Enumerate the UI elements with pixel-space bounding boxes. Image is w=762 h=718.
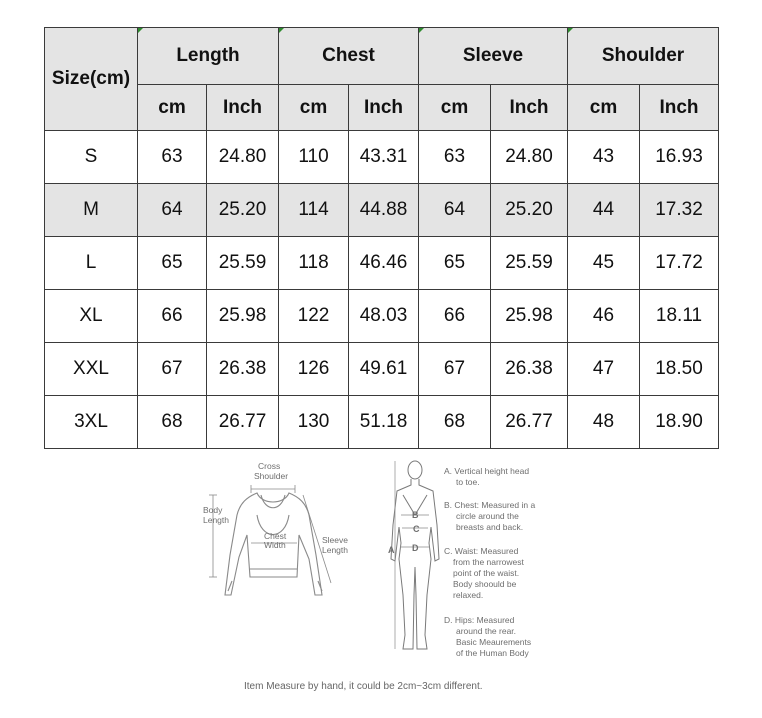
table-cell: 122 bbox=[279, 290, 349, 343]
unit-header: Inch bbox=[207, 85, 279, 131]
table-row bbox=[45, 290, 719, 343]
table-cell: 24.80 bbox=[491, 131, 568, 184]
instruction-d: Basic Meaurements bbox=[456, 637, 532, 647]
table-cell: 44 bbox=[568, 184, 640, 237]
table-row bbox=[45, 396, 719, 449]
table-cell: 66 bbox=[138, 290, 207, 343]
chest-group-header: Chest bbox=[279, 28, 419, 85]
table-cell: 63 bbox=[419, 131, 491, 184]
size-cell: XXL bbox=[45, 343, 138, 396]
table-cell: 47 bbox=[568, 343, 640, 396]
table-cell: 25.98 bbox=[491, 290, 568, 343]
table-cell: 65 bbox=[419, 237, 491, 290]
unit-header: Inch bbox=[640, 85, 719, 131]
table-cell: 48.03 bbox=[349, 290, 419, 343]
shoulder-group-header: Shoulder bbox=[568, 28, 719, 85]
table-cell: 67 bbox=[419, 343, 491, 396]
table-cell: 68 bbox=[419, 396, 491, 449]
instruction-d: of the Human Body bbox=[456, 648, 529, 658]
measurement-instructions bbox=[444, 466, 535, 658]
table-cell: 18.50 bbox=[640, 343, 719, 396]
human-figure-illustration bbox=[391, 461, 439, 649]
table-cell: 110 bbox=[279, 131, 349, 184]
unit-header: cm bbox=[138, 85, 207, 131]
point-d-label: D bbox=[412, 543, 419, 553]
length-group-header: Length bbox=[138, 28, 279, 85]
table-cell: 48 bbox=[568, 396, 640, 449]
table-cell: 25.20 bbox=[207, 184, 279, 237]
table-cell: 26.77 bbox=[491, 396, 568, 449]
table-cell: 25.59 bbox=[207, 237, 279, 290]
instruction-a: A. Vertical height head bbox=[444, 466, 530, 476]
point-b-label: B bbox=[412, 510, 419, 520]
instruction-b: breasts and back. bbox=[456, 522, 524, 532]
table-cell: 45 bbox=[568, 237, 640, 290]
cross-shoulder-label: Shoulder bbox=[254, 471, 289, 481]
table-row bbox=[45, 131, 719, 184]
instruction-c: relaxed. bbox=[453, 590, 484, 600]
table-cell: 25.20 bbox=[491, 184, 568, 237]
table-cell: 43 bbox=[568, 131, 640, 184]
table-cell: 63 bbox=[138, 131, 207, 184]
unit-header: Inch bbox=[491, 85, 568, 131]
table-cell: 51.18 bbox=[349, 396, 419, 449]
table-row bbox=[45, 343, 719, 396]
table-cell: 24.80 bbox=[207, 131, 279, 184]
table-cell: 67 bbox=[138, 343, 207, 396]
table-cell: 66 bbox=[419, 290, 491, 343]
table-cell: 46.46 bbox=[349, 237, 419, 290]
body-length-label: Length bbox=[203, 515, 229, 525]
table-cell: 16.93 bbox=[640, 131, 719, 184]
table-cell: 26.77 bbox=[207, 396, 279, 449]
instruction-b: circle around the bbox=[456, 511, 519, 521]
table-cell: 126 bbox=[279, 343, 349, 396]
unit-header: cm bbox=[568, 85, 640, 131]
table-cell: 44.88 bbox=[349, 184, 419, 237]
body-length-label: Body bbox=[203, 505, 223, 515]
table-cell: 17.72 bbox=[640, 237, 719, 290]
sleeve-group-header: Sleeve bbox=[419, 28, 568, 85]
size-cell: 3XL bbox=[45, 396, 138, 449]
table-cell: 68 bbox=[138, 396, 207, 449]
cross-shoulder-label: Cross bbox=[258, 461, 281, 471]
size-cell: M bbox=[45, 184, 138, 237]
table-cell: 26.38 bbox=[491, 343, 568, 396]
header-row-units bbox=[45, 85, 719, 131]
table-cell: 17.32 bbox=[640, 184, 719, 237]
instruction-c: from the narrowest bbox=[453, 557, 524, 567]
instruction-d: D. Hips: Measured bbox=[444, 615, 515, 625]
header-row-groups bbox=[45, 28, 719, 85]
sleeve-length-label: Sleeve bbox=[322, 535, 348, 545]
table-row bbox=[45, 237, 719, 290]
size-column-header: Size(cm) bbox=[45, 28, 138, 131]
table-cell: 49.61 bbox=[349, 343, 419, 396]
table-cell: 43.31 bbox=[349, 131, 419, 184]
size-cell: XL bbox=[45, 290, 138, 343]
unit-header: cm bbox=[419, 85, 491, 131]
table-cell: 18.90 bbox=[640, 396, 719, 449]
unit-header: cm bbox=[279, 85, 349, 131]
measurement-footnote: Item Measure by hand, it could be 2cm~3cm different. bbox=[244, 681, 483, 692]
measurement-diagram bbox=[195, 455, 570, 673]
instruction-c: C. Waist: Measured bbox=[444, 546, 519, 556]
table-cell: 130 bbox=[279, 396, 349, 449]
table-cell: 26.38 bbox=[207, 343, 279, 396]
table-cell: 64 bbox=[138, 184, 207, 237]
table-cell: 118 bbox=[279, 237, 349, 290]
table-cell: 25.98 bbox=[207, 290, 279, 343]
instruction-a: to toe. bbox=[456, 477, 480, 487]
table-cell: 25.59 bbox=[491, 237, 568, 290]
point-a-label: A bbox=[388, 545, 395, 555]
chest-width-label: Chest bbox=[264, 531, 287, 541]
size-cell: L bbox=[45, 237, 138, 290]
sleeve-length-label: Length bbox=[322, 545, 348, 555]
instruction-c: point of the waist. bbox=[453, 568, 520, 578]
table-cell: 64 bbox=[419, 184, 491, 237]
instruction-d: around the rear. bbox=[456, 626, 517, 636]
table-cell: 18.11 bbox=[640, 290, 719, 343]
table-cell: 114 bbox=[279, 184, 349, 237]
table-cell: 46 bbox=[568, 290, 640, 343]
garment-labels bbox=[203, 461, 348, 555]
chest-width-label: Width bbox=[264, 540, 286, 550]
table-row bbox=[45, 184, 719, 237]
point-c-label: C bbox=[413, 524, 420, 534]
size-cell: S bbox=[45, 131, 138, 184]
unit-header: Inch bbox=[349, 85, 419, 131]
table-cell: 65 bbox=[138, 237, 207, 290]
instruction-b: B. Chest: Measured in a bbox=[444, 500, 536, 510]
size-chart-table bbox=[44, 27, 719, 449]
instruction-c: Body shoould be bbox=[453, 579, 517, 589]
